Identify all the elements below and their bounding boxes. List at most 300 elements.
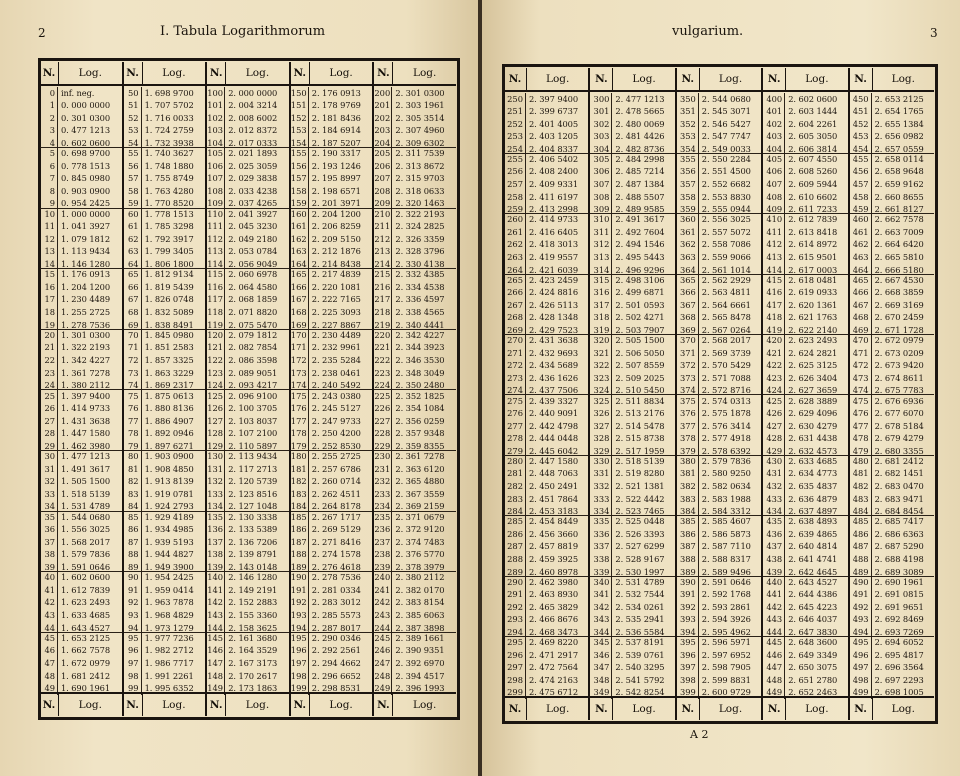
number-cell: 264 <box>504 264 526 277</box>
number-cell: 16 <box>40 281 58 294</box>
row-group <box>124 328 206 390</box>
number-cell: 263 <box>504 251 526 264</box>
log-value-cell: 2. 311 7539 <box>395 148 445 159</box>
log-value-cell: 2. 021 1893 <box>228 148 278 159</box>
table-row <box>374 124 456 137</box>
log-value-cell: 2. 574 0313 <box>701 395 751 406</box>
number-cell: 377 <box>677 420 699 433</box>
log-value-cell: 1. 041 3927 <box>61 221 111 232</box>
number-cell: 329 <box>590 445 612 458</box>
log-value-cell: 2. 618 0481 <box>788 274 838 285</box>
log-value-cell: 2. 340 4441 <box>395 319 445 330</box>
footer-n: N. <box>850 698 873 720</box>
table-row <box>374 463 456 476</box>
row-group <box>291 268 373 330</box>
log-value-cell: 2. 559 9066 <box>701 252 751 263</box>
number-cell: 241 <box>374 584 392 597</box>
table-row <box>763 334 847 347</box>
log-value-cell: 2. 636 4879 <box>788 493 838 504</box>
log-value-cell: 1. 792 3917 <box>144 233 194 244</box>
log-value-cell: 2. 585 4607 <box>701 516 751 527</box>
number-cell: 192 <box>291 596 309 609</box>
log-value-cell: 2. 158 3625 <box>228 622 278 633</box>
number-cell: 218 <box>374 306 392 319</box>
log-value-cell: 2. 685 7417 <box>874 516 924 527</box>
number-cell: 436 <box>763 528 785 541</box>
log-value-cell: 1. 633 4685 <box>61 610 111 621</box>
log-value-cell: 2. 195 8997 <box>311 173 361 184</box>
table-row <box>590 601 674 614</box>
row-group <box>850 152 934 214</box>
number-cell: 481 <box>850 467 872 480</box>
table-row <box>504 153 588 166</box>
number-cell: 387 <box>677 540 699 553</box>
table-row <box>677 588 761 601</box>
number-cell: 336 <box>590 528 612 541</box>
table-row <box>763 455 847 468</box>
table-row <box>590 420 674 433</box>
number-cell: 132 <box>207 475 225 488</box>
row-group <box>677 575 761 637</box>
table-row <box>677 299 761 312</box>
number-cell: 162 <box>291 233 309 246</box>
table-row <box>590 238 674 251</box>
table-row <box>291 124 373 137</box>
log-value-cell: 2. 025 3059 <box>228 160 278 171</box>
log-value-cell: 2. 110 5897 <box>228 440 278 451</box>
number-cell: 86 <box>124 523 142 536</box>
table-row <box>291 160 373 173</box>
table-row <box>207 172 289 185</box>
table-row <box>207 112 289 125</box>
log-value-cell: 2. 326 3359 <box>395 233 445 244</box>
log-value-cell: 2. 491 3617 <box>615 214 665 225</box>
log-value-cell: 2. 567 0264 <box>701 325 751 336</box>
table-row <box>124 670 206 683</box>
log-value-cell: 2. 354 1084 <box>395 403 445 414</box>
table-row <box>291 293 373 306</box>
log-value-cell: 2. 278 7536 <box>311 572 361 583</box>
number-cell: 430 <box>763 455 785 468</box>
number-cell: 237 <box>374 536 392 549</box>
log-value-cell: 2. 290 0346 <box>311 632 361 643</box>
table-row <box>763 467 847 480</box>
number-cell: 52 <box>124 112 142 125</box>
footer-n: N. <box>207 694 226 716</box>
log-value-cell: 2. 541 5792 <box>615 674 665 685</box>
number-cell: 439 <box>763 566 785 579</box>
table-row <box>590 118 674 131</box>
number-cell: 314 <box>590 264 612 277</box>
table-row <box>763 153 847 166</box>
table-row <box>291 427 373 440</box>
column-footer <box>291 692 373 716</box>
table-row <box>850 238 934 251</box>
number-cell: 405 <box>763 153 785 166</box>
number-cell: 294 <box>504 626 526 639</box>
number-cell: 260 <box>504 213 526 226</box>
number-cell: 365 <box>677 274 699 287</box>
table-row <box>40 233 122 246</box>
table-row <box>677 334 761 347</box>
log-value-cell: 2. 240 5492 <box>311 380 361 391</box>
header-n: N. <box>504 68 527 90</box>
number-cell: 221 <box>374 341 392 354</box>
log-value-cell: 2. 167 3173 <box>228 658 278 669</box>
table-row <box>763 432 847 445</box>
number-cell: 313 <box>590 251 612 264</box>
table-column <box>763 68 849 720</box>
table-row <box>677 467 761 480</box>
log-value-cell: 2. 642 4645 <box>788 566 838 577</box>
number-cell: 23 <box>40 367 58 380</box>
number-cell: 120 <box>207 329 225 342</box>
table-row <box>40 390 122 403</box>
log-value-cell: 2. 494 1546 <box>615 239 665 250</box>
number-cell: 315 <box>590 274 612 287</box>
log-value-cell: 2. 655 1384 <box>874 118 924 129</box>
log-value-cell: 2. 671 1728 <box>874 325 924 336</box>
number-cell: 423 <box>763 372 785 385</box>
number-cell: 282 <box>504 480 526 493</box>
number-cell: 3 <box>40 124 58 137</box>
number-cell: 382 <box>677 480 699 493</box>
log-value-cell: 2. 214 8438 <box>311 259 361 270</box>
log-value-cell: 2. 672 0979 <box>874 335 924 346</box>
row-group <box>504 334 588 396</box>
log-value-cell: 2. 459 3925 <box>529 554 579 565</box>
number-cell: 66 <box>124 281 142 294</box>
log-value-cell: 2. 269 5129 <box>311 524 361 535</box>
log-value-cell: 2. 641 4741 <box>788 554 838 565</box>
number-cell: 431 <box>763 467 785 480</box>
number-cell: 256 <box>504 165 526 178</box>
log-value-cell: 2. 344 3923 <box>395 342 445 353</box>
log-value-cell: 1. 623 2493 <box>61 597 111 608</box>
number-cell: 293 <box>504 613 526 626</box>
log-value-cell: 2. 698 1005 <box>874 687 924 698</box>
log-value-cell: 2. 678 5184 <box>874 420 924 431</box>
row-group <box>590 515 674 577</box>
log-value-cell: 2. 143 0148 <box>228 562 278 573</box>
number-cell: 41 <box>40 584 58 597</box>
log-value-cell: 2. 480 0069 <box>615 118 665 129</box>
table-row <box>374 596 456 609</box>
log-value-cell: 2. 033 4238 <box>228 185 278 196</box>
number-cell: 434 <box>763 505 785 518</box>
table-row <box>504 467 588 480</box>
table-row <box>504 407 588 420</box>
row-group <box>40 268 122 330</box>
number-cell: 82 <box>124 475 142 488</box>
log-value-cell: 1. 431 3638 <box>61 415 111 426</box>
log-value-cell: 2. 614 8972 <box>788 239 838 250</box>
table-row <box>763 636 847 649</box>
table-row <box>677 238 761 251</box>
table-row <box>850 553 934 566</box>
log-value-cell: 2. 445 6042 <box>529 445 579 456</box>
number-cell: 138 <box>207 548 225 561</box>
table-row <box>850 118 934 131</box>
table-row <box>40 475 122 488</box>
log-value-cell: 2. 334 4538 <box>395 281 445 292</box>
log-value-cell: 2. 591 0646 <box>701 576 751 587</box>
log-value-cell: 2. 527 6299 <box>615 541 665 552</box>
row-group <box>291 328 373 390</box>
table-row <box>850 432 934 445</box>
table-row <box>207 670 289 683</box>
log-value-cell: 2. 660 8655 <box>874 191 924 202</box>
number-cell: 312 <box>590 238 612 251</box>
number-cell: 356 <box>677 165 699 178</box>
table-row <box>374 172 456 185</box>
number-cell: 228 <box>374 427 392 440</box>
log-value-cell: 2. 577 4918 <box>701 433 751 444</box>
number-cell: 83 <box>124 488 142 501</box>
log-value-cell: 2. 283 3012 <box>311 597 361 608</box>
table-row <box>850 165 934 178</box>
log-value-cell: 2. 387 3898 <box>395 622 445 633</box>
column-body <box>207 86 289 692</box>
number-cell: 367 <box>677 299 699 312</box>
table-row <box>207 415 289 428</box>
table-row <box>207 488 289 501</box>
number-cell: 438 <box>763 553 785 566</box>
number-cell: 261 <box>504 226 526 239</box>
log-value-cell: 2. 522 4442 <box>615 493 665 504</box>
number-cell: 22 <box>40 354 58 367</box>
table-row <box>207 584 289 597</box>
log-value-cell: 2. 484 2998 <box>615 153 665 164</box>
number-cell: 110 <box>207 208 225 221</box>
number-cell: 115 <box>207 268 225 281</box>
number-cell: 246 <box>374 644 392 657</box>
number-cell: 145 <box>207 632 225 645</box>
log-value-cell: 2. 666 5180 <box>874 264 924 275</box>
table-row <box>207 536 289 549</box>
table-row <box>291 450 373 463</box>
number-cell: 143 <box>207 609 225 622</box>
number-cell: 370 <box>677 334 699 347</box>
table-row <box>590 674 674 687</box>
number-cell: 297 <box>504 661 526 674</box>
number-cell: 292 <box>504 601 526 614</box>
row-group <box>590 92 674 154</box>
table-row <box>40 124 122 137</box>
log-value-cell: 2. 178 9769 <box>311 100 361 111</box>
log-value-cell: 2. 526 3393 <box>615 528 665 539</box>
table-row <box>124 281 206 294</box>
number-cell: 296 <box>504 649 526 662</box>
table-row <box>124 609 206 622</box>
log-value-cell: 1. 491 3617 <box>61 463 111 474</box>
log-value-cell: 2. 161 3680 <box>228 632 278 643</box>
row-group <box>763 394 847 456</box>
table-row <box>124 657 206 670</box>
log-value-cell: 2. 537 8191 <box>615 637 665 648</box>
number-cell: 73 <box>124 367 142 380</box>
log-value-cell: inf. neg. <box>61 87 95 98</box>
number-cell: 81 <box>124 463 142 476</box>
log-value-cell: 2. 361 7278 <box>395 451 445 462</box>
log-value-cell: 2. 684 8454 <box>874 506 924 517</box>
log-value-cell: 2. 565 8478 <box>701 312 751 323</box>
table-row <box>291 245 373 258</box>
number-cell: 116 <box>207 281 225 294</box>
number-cell: 302 <box>590 118 612 131</box>
table-row <box>763 191 847 204</box>
log-value-cell: 1. 963 7878 <box>144 597 194 608</box>
log-value-cell: 2. 303 1961 <box>395 100 445 111</box>
table-row <box>40 268 122 281</box>
log-value-cell: 2. 572 8716 <box>701 385 751 396</box>
table-row <box>677 420 761 433</box>
footer-n: N. <box>124 694 143 716</box>
number-cell: 384 <box>677 505 699 518</box>
table-row <box>374 112 456 125</box>
table-row <box>504 93 588 106</box>
table-row <box>677 553 761 566</box>
log-value-cell: 2. 626 3404 <box>788 372 838 383</box>
table-row <box>207 268 289 281</box>
table-row <box>207 233 289 246</box>
number-cell: 48 <box>40 670 58 683</box>
table-row <box>590 395 674 408</box>
number-cell: 152 <box>291 112 309 125</box>
table-row <box>504 649 588 662</box>
log-value-cell: 2. 107 2100 <box>228 428 278 439</box>
number-cell: 448 <box>763 674 785 687</box>
log-value-cell: 2. 389 1661 <box>395 632 445 643</box>
number-cell: 32 <box>40 475 58 488</box>
number-cell: 278 <box>504 432 526 445</box>
log-value-cell: 2. 383 8154 <box>395 597 445 608</box>
row-group <box>124 450 206 512</box>
number-cell: 178 <box>291 427 309 440</box>
number-cell: 62 <box>124 233 142 246</box>
number-cell: 134 <box>207 500 225 513</box>
table-row <box>124 571 206 584</box>
log-value-cell: 2. 668 3859 <box>874 287 924 298</box>
number-cell: 478 <box>850 432 872 445</box>
number-cell: 253 <box>504 130 526 143</box>
table-row <box>677 153 761 166</box>
number-cell: 248 <box>374 670 392 683</box>
table-row <box>40 488 122 501</box>
number-cell: 445 <box>763 636 785 649</box>
table-row <box>763 274 847 287</box>
table-row <box>40 402 122 415</box>
row-group <box>850 394 934 456</box>
log-value-cell: 2. 149 2191 <box>228 584 278 595</box>
number-cell: 72 <box>124 354 142 367</box>
table-row <box>850 105 934 118</box>
number-cell: 76 <box>124 402 142 415</box>
table-row <box>291 87 373 100</box>
log-value-cell: 1. 740 3627 <box>144 148 194 159</box>
log-value-cell: 1. 897 6271 <box>144 440 194 451</box>
log-value-cell: 2. 674 8611 <box>874 372 924 383</box>
table-row <box>850 661 934 674</box>
log-value-cell: 2. 637 4897 <box>788 506 838 517</box>
number-cell: 391 <box>677 588 699 601</box>
log-value-cell: 1. 832 5089 <box>144 307 194 318</box>
number-cell: 409 <box>763 203 785 216</box>
log-value-cell: 2. 600 9729 <box>701 687 751 698</box>
number-cell: 380 <box>677 455 699 468</box>
header-log: Log. <box>891 73 915 85</box>
table-row <box>763 238 847 251</box>
number-cell: 255 <box>504 153 526 166</box>
table-row <box>124 185 206 198</box>
table-row <box>207 341 289 354</box>
number-cell: 300 <box>590 93 612 106</box>
table-row <box>291 644 373 657</box>
number-cell: 216 <box>374 281 392 294</box>
number-cell: 49 <box>40 682 58 695</box>
row-group <box>677 334 761 396</box>
number-cell: 54 <box>124 137 142 150</box>
log-value-cell: 2. 460 8978 <box>529 566 579 577</box>
number-cell: 396 <box>677 649 699 662</box>
number-cell: 164 <box>291 258 309 271</box>
log-value-cell: 2. 004 3214 <box>228 100 278 111</box>
table-row <box>850 528 934 541</box>
number-cell: 305 <box>590 153 612 166</box>
number-cell: 65 <box>124 268 142 281</box>
log-value-cell: 2. 201 3971 <box>311 198 361 209</box>
footer-n: N. <box>763 698 786 720</box>
table-column <box>677 68 763 720</box>
log-value-cell: 2. 369 2159 <box>395 501 445 512</box>
number-cell: 417 <box>763 299 785 312</box>
log-value-cell: 2. 421 6039 <box>529 264 579 275</box>
table-row <box>763 311 847 324</box>
number-cell: 85 <box>124 511 142 524</box>
number-cell: 447 <box>763 661 785 674</box>
number-cell: 194 <box>291 622 309 635</box>
log-value-cell: 2. 695 4817 <box>874 649 924 660</box>
table-row <box>124 450 206 463</box>
number-cell: 317 <box>590 299 612 312</box>
table-row <box>124 293 206 306</box>
number-cell: 159 <box>291 197 309 210</box>
table-row <box>40 415 122 428</box>
number-cell: 20 <box>40 329 58 342</box>
footer-log: Log. <box>413 699 437 711</box>
table-row <box>850 274 934 287</box>
log-value-cell: 2. 549 0033 <box>701 143 751 154</box>
number-cell: 186 <box>291 523 309 536</box>
log-value-cell: 2. 546 5427 <box>701 118 751 129</box>
table-row <box>850 93 934 106</box>
log-value-cell: 2. 569 3739 <box>701 347 751 358</box>
table-row <box>374 657 456 670</box>
number-cell: 469 <box>850 324 872 337</box>
log-value-cell: 2. 575 1878 <box>701 408 751 419</box>
number-cell: 10 <box>40 208 58 221</box>
column-header <box>677 68 761 92</box>
number-cell: 301 <box>590 105 612 118</box>
log-value-cell: 2. 187 5207 <box>311 137 361 148</box>
table-row <box>374 354 456 367</box>
footer-log: Log. <box>546 703 570 715</box>
log-value-cell: 2. 592 1768 <box>701 589 751 600</box>
log-value-cell: 1. 869 2317 <box>144 380 194 391</box>
log-value-cell: 2. 613 8418 <box>788 226 838 237</box>
footer-n: N. <box>590 698 613 720</box>
number-cell: 25 <box>40 390 58 403</box>
